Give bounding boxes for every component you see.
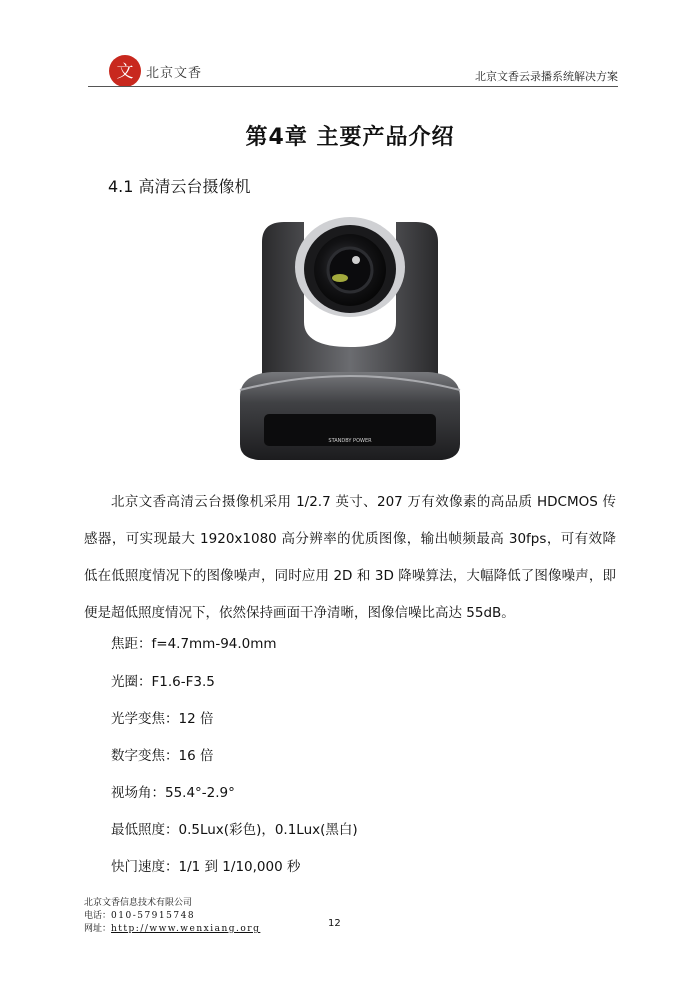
footer-phone-label: 电话： (84, 911, 112, 921)
footer-phone-number: 010-57915748 (111, 911, 196, 921)
section-title: 4.1 高清云台摄像机 (108, 177, 251, 196)
spec-field-of-view: 视场角：55.4°-2.9° (111, 785, 235, 801)
logo-glyph: 文 (116, 62, 134, 82)
chapter-title: 第4章 主要产品介绍 (245, 125, 455, 150)
footer-site-label: 网址： (84, 924, 112, 934)
logo-text: 北京文香 (146, 66, 203, 81)
spec-optical-zoom: 光学变焦：12 倍 (111, 711, 214, 727)
product-description: 北京文香高清云台摄像机采用 1/2.7 英寸、207 万有效像素的高品质 HDCMOS 传感器，可实现最大 1920x1080 高分辨率的优质图像，输出帧频最高 30fps，可有效降低在低照度情况下的图像噪声，同时应用 2D 和 3D 降噪算法，大幅降低了图像噪声，即便是超低照度情况下，依然保持画面干净清晰，图像信噪比高达 55dB。 (84, 494, 616, 621)
footer-phone (84, 908, 195, 921)
ptz-camera-image (232, 212, 468, 470)
company-logo (108, 54, 142, 88)
header-title: 北京文香云录播系统解决方案 (475, 70, 618, 83)
page-number: 12 (328, 918, 341, 929)
spec-min-illumination: 最低照度：0.5Lux(彩色)，0.1Lux(黑白) (111, 822, 358, 838)
footer-site-link[interactable]: http://www.wenxiang.org (111, 924, 261, 934)
spec-digital-zoom: 数字变焦：16 倍 (111, 748, 214, 764)
footer-website (84, 921, 260, 934)
spec-focal-length: 焦距：f=4.7mm-94.0mm (111, 636, 277, 652)
spec-shutter-speed: 快门速度：1/1 到 1/10,000 秒 (111, 859, 301, 875)
footer-company: 北京文香信息技术有限公司 (84, 898, 193, 908)
camera-panel-label: STANDBY POWER (328, 438, 372, 444)
header-divider (88, 86, 618, 87)
spec-aperture: 光圈：F1.6-F3.5 (111, 674, 215, 690)
